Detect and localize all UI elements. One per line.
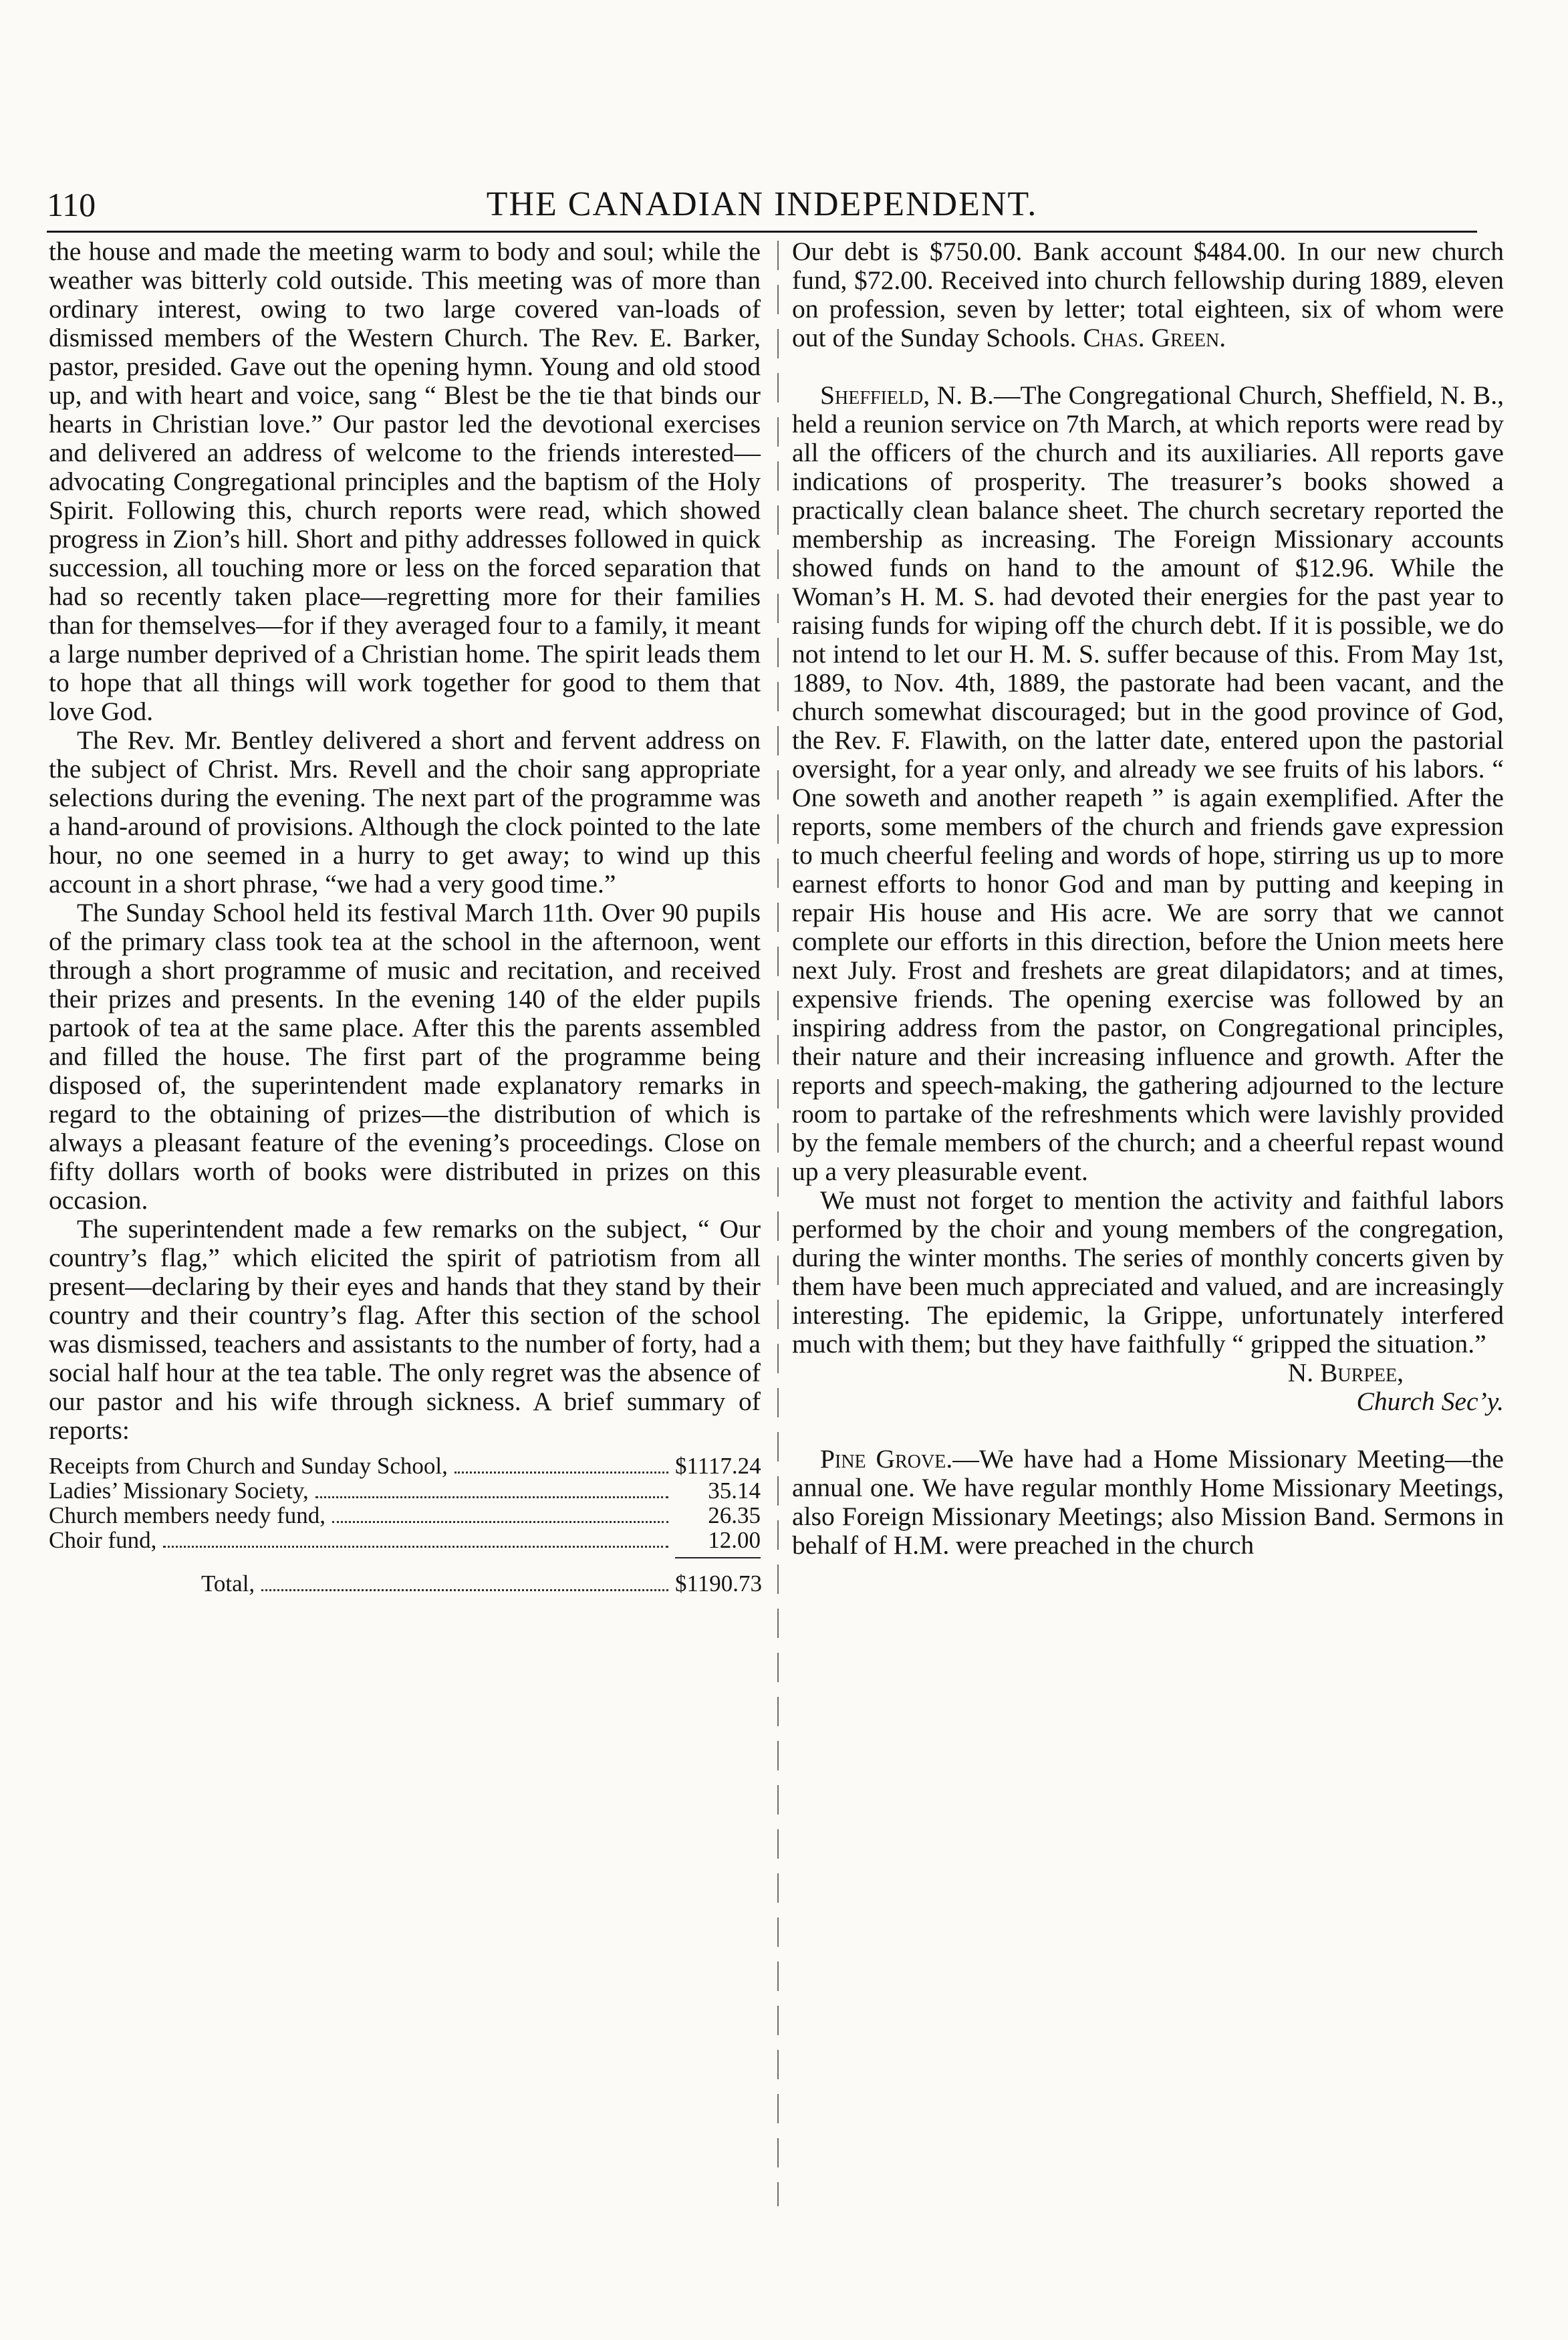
left-paragraph-4: The superintendent made a few remarks on the subject, “ Our country’s flag,” which elicited the spirit of patriotism from all present—declaring by their eyes and hands that they stand by their country and their country’s flag. After this section of the school was dismissed, teachers and assistants to the number of forty, had a social half hour at the tea table. The only regret was the absence of our pastor and his wife through sickness. A brief summary of reports: — [49, 1214, 761, 1445]
sheffield-text: —The Congregational Church, Sheffield, N. B., held a reunion service on 7th March, at which reports were read by all the officers of the church and its auxiliaries. All reports gave indications of prosperity. The treasurer’s books showed a practically clean balance sheet. The church secretary reported the membership as increasing. The Foreign Missionary accounts showed funds on hand to the amount of $12.96. While the Woman’s H. M. S. had devoted their energies for the past year to raising funds for wiping off the church debt. If it is possible, we do not intend to let our H. M. S. suffer because of this. From May 1st, 1889, to Nov. 4th, 1889, the pastorate had been vacant, and the church somewhat discouraged; but in the good province of God, the Rev. F. Flawith, on the latter date, entered upon the pastorial oversight, for a year only, and already we see fruits of his labors. “ One soweth and another reapeth ” is again exemplified. After the reports, some members of the church and friends gave expression to much cheerful feeling and words of hope, stirring us up to more earnest efforts to honor God and man by putting and keeping in repair His house and His acre. We are sorry that we cannot complete our efforts in this direction, before the Union meets here next July. Frost and freshets are great dilapidators; and at times, expensive friends. The opening exercise was followed by an inspiring address from the pastor, on Congregational principles, their nature and their increasing influence and growth. After the reports and speech-making, the gathering adjourned to the lecture room to partake of the refreshments which were lavishly provided by the female members of the church; and a cheerful repast wound up a very pleasurable event. — [792, 380, 1504, 1186]
left-column — [49, 237, 761, 1597]
summary-row-amount: $1117.24 — [675, 1453, 761, 1479]
summary-row — [49, 1479, 761, 1504]
pine-grove-text: —We have had a Home Missionary Meeting—the annual one. We have regular monthly Home Missionary Meetings, also Foreign Missionary Meetings; also Mission Band. Sermons in behalf of H.M. were preached in the church — [792, 1444, 1504, 1560]
sum-rule — [675, 1557, 761, 1565]
sheffield-lead: Sheffield, N. B. — [820, 380, 994, 410]
summary-total-amount: $1190.73 — [675, 1570, 762, 1597]
leader-dots — [163, 1546, 668, 1548]
left-paragraph-2: The Rev. Mr. Bentley delivered a short and fervent address on the subject of Christ. Mrs. Revell and the choir sang appropriate selections during the evening. The next part of the programme was a hand-around of provisions. Although the clock pointed to the late hour, no one seemed in a hurry to get away; to wind up this account in a short phrase, “we had a very good time.” — [49, 725, 761, 899]
summary-row-amount: 12.00 — [708, 1527, 761, 1553]
summary-row-label: Ladies’ Missionary Society, — [49, 1478, 309, 1504]
right-paragraph-1-text: Our debt is $750.00. Bank account $484.00. In our new church fund, $72.00. Received into church fellowship during 1889, eleven on profession, seven by letter; total eighteen, six of whom were out of the Sunday Schools. — [792, 237, 1504, 352]
left-paragraph-1: the house and made the meeting warm to body and soul; while the weather was bitterly cold outside. This meeting was of more than ordinary interest, owing to two large covered van-loads of dismissed members of the Western Church. The Rev. E. Barker, pastor, presided. Gave out the opening hymn. Young and old stood up, and with heart and voice, sang “ Blest be the tie that binds our hearts in Christian love.” Our pastor led the devotional exercises and delivered an address of welcome to the friends interested—advocating Congregational principles and the baptism of the Holy Spirit. Following this, church reports were read, which showed progress in Zion’s hill. Short and pithy addresses followed in quick succession, all touching more or less on the forced separation that had so recently taken place—regretting more for their families than for themselves—for if they averaged four to a family, it meant a large number deprived of a Christian home. The spirit leads them to hope that all things will work together for good to them that love God. — [49, 237, 761, 726]
summary-total-label: Total, — [201, 1570, 255, 1597]
right-column — [792, 237, 1504, 1560]
summary-row — [49, 1504, 761, 1528]
summary-row-amount: 26.35 — [708, 1502, 761, 1528]
signature-title: Church Sec’y. — [1356, 1387, 1504, 1416]
summary-row — [49, 1454, 761, 1479]
leader-dots — [454, 1472, 668, 1474]
sheffield-report — [792, 381, 1504, 1186]
page-number: 110 — [47, 186, 96, 223]
page-header — [47, 179, 1477, 230]
summary-total-row — [49, 1572, 761, 1597]
leader-dots — [332, 1521, 668, 1523]
column-divider — [777, 241, 779, 2206]
reports-summary-table — [49, 1454, 761, 1597]
header-rule — [47, 231, 1477, 233]
pine-grove-report — [792, 1445, 1504, 1560]
signature-chas-green: Chas. Green. — [1083, 323, 1226, 352]
summary-row-label: Receipts from Church and Sunday School, — [49, 1453, 448, 1479]
running-title: THE CANADIAN INDEPENDENT. — [486, 185, 1038, 223]
right-paragraph-3: We must not forget to mention the activity and faithful labors performed by the choir and young members of the congregation, during the winter months. The series of monthly concerts given by them have been much appreciated and valued, and are increasingly interesting. The epidemic, la Grippe, unfortunately interfered much with them; but they have faithfully “ gripped the situation.” — [792, 1185, 1504, 1359]
summary-row-amount: 35.14 — [708, 1478, 761, 1504]
left-paragraph-3: The Sunday School held its festival March 11th. Over 90 pupils of the primary class took tea at the school in the afternoon, went through a short programme of music and recitation, and received their prizes and presents. In the evening 140 of the elder pupils partook of tea at the same place. After this the parents assembled and filled the house. The first part of the programme being disposed of, the superintendent made explanatory remarks in regard to the obtaining of prizes—the distribution of which is always a pleasant feature of the evening’s proceedings. Close on fifty dollars worth of books were distributed in prizes on this occasion. — [49, 898, 761, 1215]
leader-dots — [315, 1496, 668, 1498]
pine-grove-lead: Pine Grove. — [820, 1444, 953, 1474]
summary-row — [49, 1528, 761, 1553]
right-paragraph-1 — [792, 237, 1504, 352]
summary-row-label: Choir fund, — [49, 1527, 157, 1553]
summary-row-label: Church members needy fund, — [49, 1502, 326, 1528]
leader-dots — [261, 1589, 668, 1591]
signature-n-burpee: N. Burpee, — [1287, 1358, 1404, 1387]
signature-line — [792, 1359, 1504, 1387]
